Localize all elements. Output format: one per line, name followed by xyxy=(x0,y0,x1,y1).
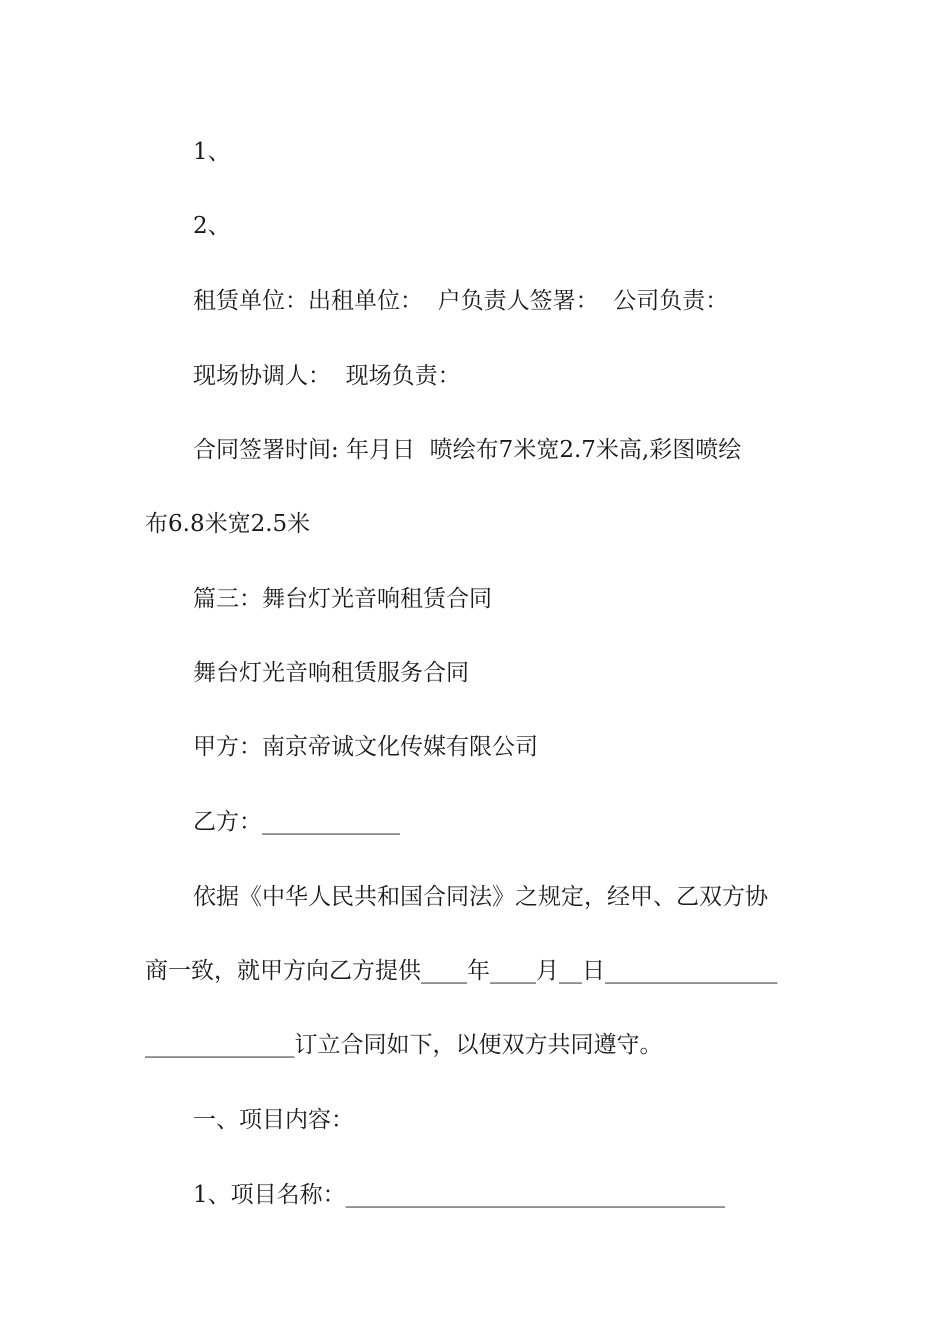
preamble-line-2: 商一致，就甲方向乙方提供____年____月__日_______________ xyxy=(145,958,778,984)
list-item-2: 2、 xyxy=(193,213,231,239)
signature-units-line: 租赁单位：出租单位： 户负责人签署： 公司负责： xyxy=(193,288,729,314)
project-name-line: 1、项目名称：_________________________________ xyxy=(193,1182,726,1208)
preamble-line-3: _____________订立合同如下，以便双方共同遵守。 xyxy=(145,1032,663,1058)
preamble-line-1: 依据《中华人民共和国合同法》之规定，经甲、乙双方协 xyxy=(193,884,768,910)
signing-time-line-cont: 布6.8米宽2.5米 xyxy=(145,511,311,537)
party-b-line: 乙方：____________ xyxy=(193,809,400,835)
party-a-line: 甲方：南京帝诚文化传媒有限公司 xyxy=(193,734,538,760)
section-heading: 篇三：舞台灯光音响租赁合同 xyxy=(193,586,492,612)
clause-heading: 一、项目内容： xyxy=(193,1107,354,1133)
signing-time-line: 合同签署时间: 年月日 喷绘布7米宽2.7米高,彩图喷绘 xyxy=(193,437,742,463)
list-item-1: 1、 xyxy=(193,139,231,165)
site-coordinator-line: 现场协调人： 现场负责： xyxy=(193,363,461,389)
contract-title: 舞台灯光音响租赁服务合同 xyxy=(193,660,469,686)
